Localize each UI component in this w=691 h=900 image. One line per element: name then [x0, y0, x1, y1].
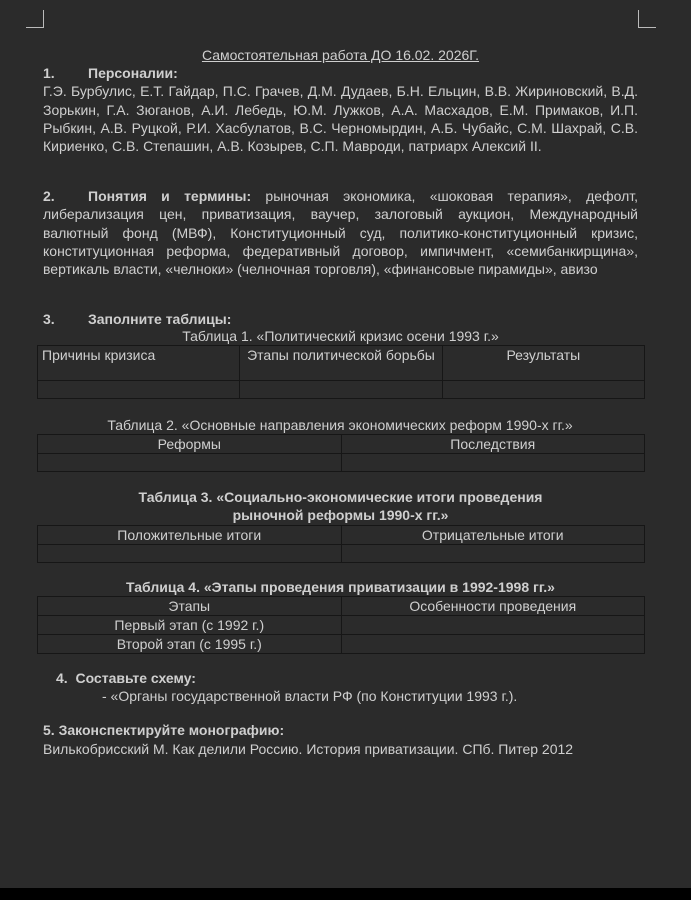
margin-corner-right: [638, 10, 656, 28]
section-number: 3.: [43, 311, 55, 327]
table-cell[interactable]: [38, 454, 342, 472]
table-cell[interactable]: [442, 381, 644, 399]
table-cell[interactable]: [38, 545, 342, 563]
table-row-label: Первый этап (с 1992 г.): [38, 616, 342, 635]
table-header: Особенности проведения: [341, 597, 645, 616]
table-cell[interactable]: [341, 545, 645, 563]
table-header: Отрицательные итоги: [341, 526, 645, 545]
section-text: Г.Э. Бурбулис, Е.Т. Гайдар, П.С. Грачев, Д.М. Дудаев, Б.Н. Ельцин, В.В. Жириновский, В.Д. Зорькин, Г.А. Зюганов, А.И. Лебедь, Ю.М. Лужков, А.А. Масхадов, Е.М. Примаков, И.П. Рыбкин, А.В. Руцкой, Р.И. Хасбулатов, В.С. Черномырдин, А.Б. Чубайс, С.М. Шахрай, С.В. Кириенко, С.В. Степашин, А.В. Козырев, С.П. Мавроди, патриарх Алексий II.: [43, 83, 638, 155]
table-header: Этапы: [38, 597, 342, 616]
table-row-label: Второй этап (с 1995 г.): [38, 635, 342, 654]
table-cell[interactable]: [341, 616, 645, 635]
margin-corner-left: [26, 10, 44, 28]
section-text: Вилькобрисский М. Как делили Россию. История приватизации. СПб. Питер 2012: [43, 741, 574, 758]
bottom-bar: [0, 888, 691, 900]
section-monograph: [43, 721, 638, 759]
section-heading: Понятия и термины:: [88, 188, 252, 204]
table4-title: [43, 578, 638, 596]
table3-title: [43, 488, 638, 525]
section-number: 2.: [43, 188, 55, 204]
table-header: Результаты: [442, 346, 644, 381]
section-personalities: [43, 64, 638, 155]
table-header: Этапы политической борьбы: [240, 346, 442, 381]
table-4: [37, 596, 645, 654]
table-cell[interactable]: [341, 635, 645, 654]
scheme-item: - «Органы государственной власти РФ (по Конституции 1993 г.).: [102, 688, 518, 704]
table-3: [37, 525, 645, 563]
table-cell[interactable]: [341, 454, 645, 472]
document-title: [43, 46, 638, 64]
table-header: Положительные итоги: [38, 526, 342, 545]
table3-title-line: Таблица 3. «Социально-экономические итоги проведения: [138, 489, 543, 505]
table-header: Причины кризиса: [38, 346, 240, 381]
table-1: [37, 345, 645, 399]
section-heading: Заполните таблицы:: [88, 311, 232, 327]
section-tables: [43, 310, 638, 328]
section-terms: [43, 187, 638, 278]
table4-title-text: Таблица 4. «Этапы проведения приватизации в 1992-1998 гг.»: [126, 579, 555, 595]
section-heading: 4. Составьте схему:: [56, 670, 196, 686]
section-scheme: [56, 669, 651, 687]
table-header: Последствия: [341, 435, 645, 454]
section-number: 1.: [43, 65, 55, 81]
table-cell[interactable]: [240, 381, 442, 399]
section-heading: Персоналии:: [88, 65, 178, 81]
table2-title: Таблица 2. «Основные направления экономических реформ 1990-х гг.»: [107, 417, 573, 433]
table-cell[interactable]: [38, 381, 240, 399]
table3-title-line: рыночной реформы 1990-х гг.»: [232, 507, 449, 524]
title-text: Самостоятельная работа ДО 16.02. 2026Г.: [201, 47, 480, 63]
table1-title: Таблица 1. «Политический кризис осени 1993 г.»: [182, 328, 499, 344]
section-heading: 5. Законспектируйте монографию:: [43, 722, 285, 738]
table-header: Реформы: [38, 435, 342, 454]
table-2: [37, 434, 645, 472]
section-text: рыночная экономика, «шоковая терапия», дефолт, либерализация цен, приватизация, ваучер, залоговый аукцион, Международный валютный фонд (МВФ), Конституционный суд, политико-конституционный кризис, конституционная реформа, федеративный договор, импичмент, «семибанкирщина», вертикаль власти, «челноки» (челночная торговля), «финансовые пирамиды», авизо: [43, 188, 638, 278]
